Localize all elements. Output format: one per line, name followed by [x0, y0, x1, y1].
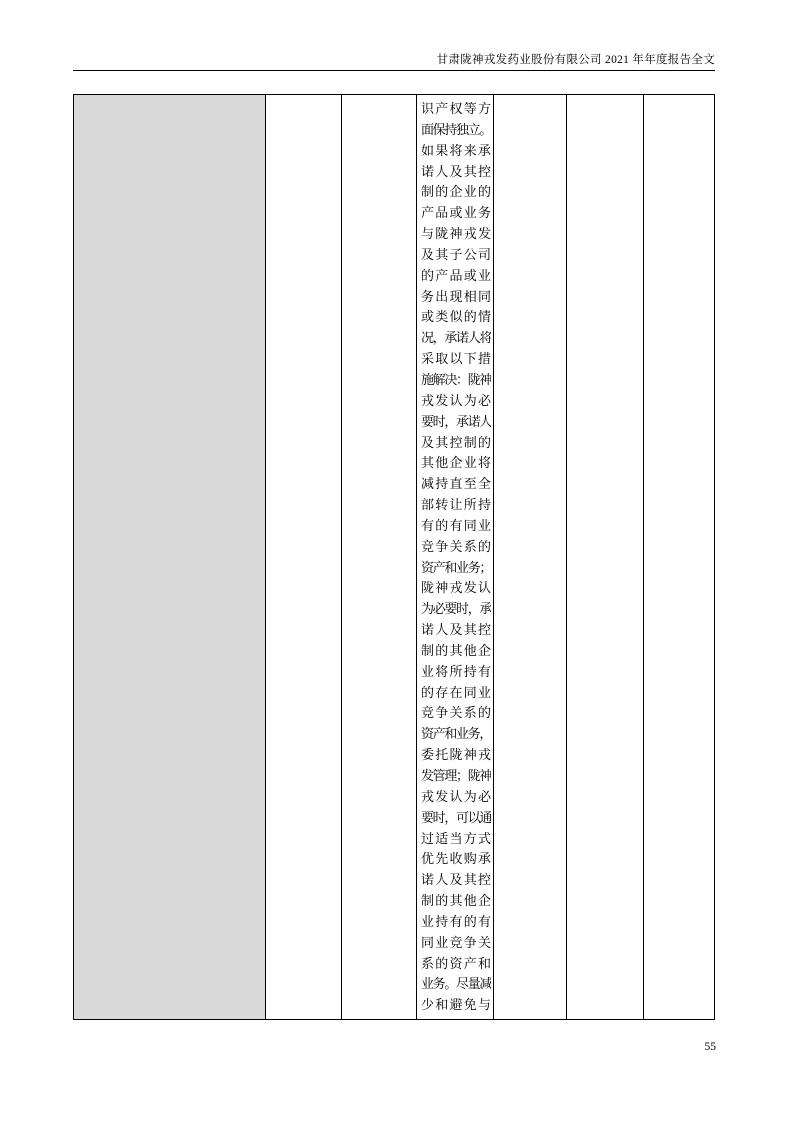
- table-row: [74, 95, 715, 1020]
- text-line: 同业竞争关: [421, 934, 491, 950]
- text-line: 诺人及其控: [421, 622, 491, 638]
- text-line: 产品或业务: [421, 205, 491, 221]
- text-line: 况，承诺人将: [421, 330, 491, 346]
- text-line: 有的有同业: [421, 517, 491, 533]
- text-line: 戎发认为必: [421, 392, 491, 408]
- text-line: 要时，承诺人: [421, 413, 491, 429]
- text-line: 诺人及其控: [421, 163, 491, 179]
- text-line: 如果将来承: [421, 142, 491, 158]
- text-line: 业持有的有: [421, 913, 491, 929]
- empty-cell-7: [644, 95, 715, 1020]
- text-line: 陇神戎发认: [421, 580, 491, 596]
- text-line: 为必要时，承: [421, 601, 491, 617]
- text-line: 减持直至全: [421, 476, 491, 492]
- commitment-content-cell: [417, 95, 494, 1020]
- text-line: 业将所持有: [421, 663, 491, 679]
- text-line: 部转让所持: [421, 497, 491, 513]
- text-line: 竞争关系的: [421, 705, 491, 721]
- header-title: 甘肃陇神戎发药业股份有限公司 2021 年年度报告全文: [436, 54, 715, 66]
- row-label-cell-shaded: [74, 95, 266, 1020]
- text-line: 与陇神戎发: [421, 226, 491, 242]
- empty-cell-2: [266, 95, 342, 1020]
- text-line: 的存在同业: [421, 684, 491, 700]
- text-line: 及其控制的: [421, 434, 491, 450]
- text-line: 少和避免与: [421, 997, 491, 1013]
- text-line: 委托陇神戎: [421, 747, 491, 763]
- text-line: 要时，可以通: [421, 809, 491, 825]
- text-line: 过适当方式: [421, 830, 491, 846]
- text-line: 资产和业务；: [421, 559, 491, 575]
- text-line: 面保持独立。: [421, 121, 491, 137]
- commitment-text: [421, 99, 491, 1016]
- text-line: 竞争关系的: [421, 538, 491, 554]
- text-line: 识产权等方: [421, 101, 491, 116]
- text-line: 制的企业的: [421, 184, 491, 200]
- text-line: 的产品或业: [421, 267, 491, 283]
- text-line: 务出现相同: [421, 288, 491, 304]
- empty-cell-6: [567, 95, 644, 1020]
- text-line: 诺人及其控: [421, 872, 491, 888]
- text-line: 或类似的情: [421, 309, 491, 325]
- page-number: 55: [704, 1041, 716, 1053]
- text-line: 其他企业将: [421, 455, 491, 471]
- text-line: 制的其他企: [421, 642, 491, 658]
- text-line: 优先收购承: [421, 851, 491, 867]
- empty-cell-3: [342, 95, 417, 1020]
- text-line: 资产和业务，: [421, 726, 491, 742]
- text-line: 戎发认为必: [421, 788, 491, 804]
- commitments-table: [73, 94, 715, 1020]
- text-line: 及其子公司: [421, 246, 491, 262]
- text-line: 业务。尽量减: [421, 976, 491, 992]
- page-header: [73, 52, 715, 71]
- text-line: 发管理；陇神: [421, 768, 491, 783]
- text-line: 制的其他企: [421, 893, 491, 909]
- text-line: 采取以下措: [421, 351, 491, 367]
- empty-cell-5: [494, 95, 567, 1020]
- text-line: 系的资产和: [421, 955, 491, 971]
- text-line: 施解决：陇神: [421, 371, 491, 387]
